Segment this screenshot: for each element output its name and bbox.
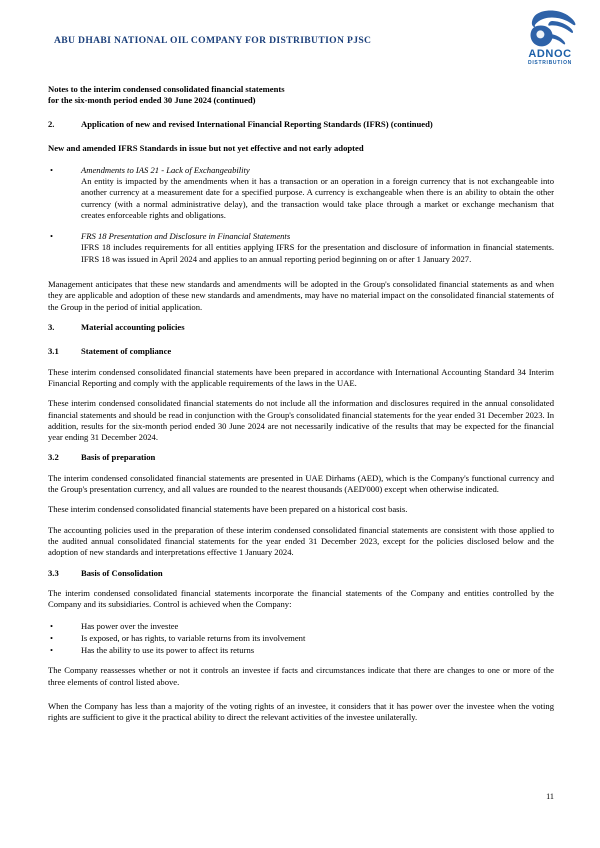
page-number: 11 [546,792,554,801]
section-3-3-paragraph-1: The Company reassesses whether or not it controls an investee if facts and circumstances indicate that there are changes to one or more of the three elements of control listed above. [48,665,554,687]
bullet-marker-icon: • [50,645,54,656]
bullet-ias-21 [48,165,554,221]
notes-title-line1: Notes to the interim condensed consolidated financial statements [48,84,285,94]
bullet-marker-icon: • [50,632,54,643]
section-3-1-paragraph-1: These interim condensed consolidated financial statements have been prepared in accordance with International Accounting Standard 34 Interim Financial Reporting and comply with the applicable requirements of the laws in the UAE. [48,366,554,388]
bullet-ifrs-18-lead: FRS 18 Presentation and Disclosure in Financial Statements [81,231,291,242]
new-amended-ifrs-lead: New and amended IFRS Standards in issue but not yet effective and not early adopted [48,143,364,154]
section-3-3-paragraph-2: When the Company has less than a majority of the voting rights of an investee, it considers that it has power over the investee when the voting rights are sufficient to give it the practical ability to direct the relevant activities of the investee unilaterally. [48,700,554,723]
section-2-closing-paragraph: Management anticipates that these new standards and amendments will be adopted in the Group's consolidated financial statements as and when they are applicable and adoption of these new standards and amendments, may have no material impact on the consolidated financial statements of the Group in the period of initial application. [48,279,554,312]
page-header [0,0,600,78]
notes-title [48,84,554,107]
bullet-ias-21-body [81,165,554,221]
control-criteria-list [48,620,554,657]
list-item [48,644,554,656]
section-3-3-number: 3.3 [48,567,59,578]
adnoc-subtext: DISTRIBUTION [528,60,572,66]
bullet-ias-21-lead: Amendments to IAS 21 - Lack of Exchangeability [81,164,250,175]
section-3-3-heading [48,568,554,579]
section-3-1-heading [48,346,554,357]
section-3-3-intro-paragraph: The interim condensed consolidated financial statements incorporate the financial statements of the Company and entities controlled by the Company and its subsidiaries. Control is achieved when the Company: [48,588,554,610]
control-criterion-text: Is exposed, or has rights, to variable returns from its involvement [81,632,306,643]
adnoc-falcon-icon [522,10,578,48]
section-2-heading [48,119,554,130]
document-body [48,84,554,732]
control-criterion-text: Has the ability to use its power to affect its returns [81,645,255,656]
section-3-2-title: Basis of preparation [81,452,156,463]
section-3-1-paragraph-2: These interim condensed consolidated financial statements do not include all the information and disclosures required in the annual consolidated financial statements and should be read in conjunction with the Group's consolidated financial statements for the year ended 31 December 2023. In addition, results for the six-month period ended 30 June 2024 are not necessarily indicative of the results that may be expected for the financial year ending 31 December 2024. [48,398,554,443]
company-name: ABU DHABI NATIONAL OIL COMPANY FOR DISTRIBUTION PJSC [54,35,372,46]
bullet-marker-icon: • [50,231,54,242]
section-3-2-heading [48,452,554,463]
section-3-title: Material accounting policies [81,321,185,332]
section-3-2-paragraph-2: These interim condensed consolidated financial statements have been prepared on a historical cost basis. [48,504,408,515]
adnoc-logo [514,10,586,70]
section-3-2-paragraph-3: The accounting policies used in the preparation of these interim condensed consolidated financial statements are consistent with those applied to the audited annual consolidated financial statements for the year ended 31 December 2023, except for the policies disclosed below and the adoption of new standards and interpretations effective 1 January 2024. [48,524,554,558]
section-3-2-number: 3.2 [48,452,59,463]
list-item [48,620,554,632]
notes-title-line2: for the six-month period ended 30 June 2024 (continued) [48,95,256,106]
control-criterion-text: Has power over the investee [81,620,179,631]
section-3-3-title: Basis of Consolidation [81,567,163,578]
section-3-1-number: 3.1 [48,346,59,357]
bullet-marker-icon: • [50,164,54,175]
section-3-1-title: Statement of compliance [81,346,172,357]
bullet-marker-icon: • [50,620,54,631]
section-2-number: 2. [48,118,55,129]
section-3-2-paragraph-1: The interim condensed consolidated financial statements are presented in UAE Dirhams (AED), which is the Company's functional currency and the Group's presentation currency, and all values are rounded to the nearest thousands (AED'000) except when otherwise indicated. [48,472,554,495]
section-3-number: 3. [48,321,55,332]
section-3-heading [48,322,554,333]
bullet-ifrs-18 [48,231,554,265]
adnoc-wordmark: ADNOC [528,48,572,60]
bullet-ifrs-18-body [81,231,554,265]
section-2-title: Application of new and revised International Financial Reporting Standards (IFRS) (continued) [81,118,433,129]
bullet-ias-21-description: An entity is impacted by the amendments when it has a transaction or an operation in a foreign currency that is not exchangeable into another currency at a measurement date for a specified purpose. A currency is exchangeable when there is an ability to obtain the other currency (with a normal administrative delay), and the transaction would take place through a market or exchange mechanism that creates enforceable rights and obligations. [81,175,554,220]
bullet-ifrs-18-description: IFRS 18 includes requirements for all entities applying IFRS for the presentation and disclosure of information in financial statements. IFRS 18 was issued in April 2024 and applies to an annual reporting period beginning on or after 1 January 2027. [81,242,554,264]
list-item [48,632,554,644]
